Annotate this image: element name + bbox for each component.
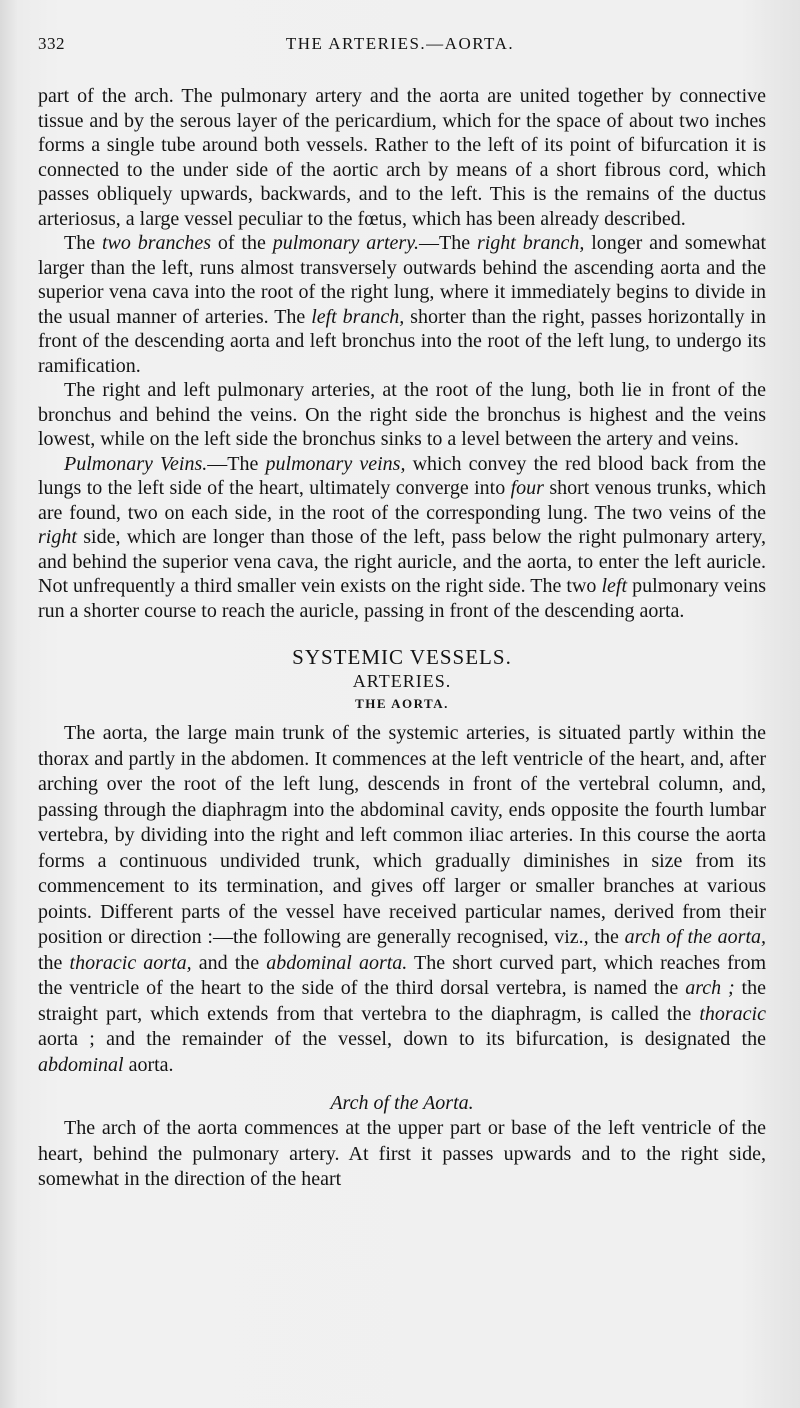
heading-arteries: ARTERIES. <box>352 671 452 691</box>
heading-systemic-vessels: SYSTEMIC VESSELS. <box>292 645 512 669</box>
paragraph-pulmonary-root-relations: The right and left pulmonary arteries, at the root of the lung, both lie in front of the bronchus and behind the veins. On the right side the bronchus is highest and the veins lowest, while on the left side the bronchus sinks to a level between the artery and veins. <box>38 379 766 450</box>
paragraph-arch-description: The arch of the aorta commences at the upper part or base of the left ventricle of the heart, behind the pulmonary artery. At first it passes upwards and to the right side, somewhat in the direction of the heart <box>38 1117 766 1190</box>
paragraph-pulmonary-branches: The two branches of the pulmonary artery.—The right branch, longer and somewhat larger than the left, runs almost transversely outwards behind the ascending aorta and the superior vena cava into the root of the right lung, where it immediately begins to divide in the usual manner of arteries. The left branch, shorter than the right, passes horizontally in front of the descending aorta and left bronchus into the root of the left lung, to undergo its ramification. <box>38 232 767 377</box>
paragraph-pulmonary-artery-union: part of the arch. The pulmonary artery and the aorta are united together by connective tissue and by the serous layer of the pericardium, which for the space of about two inches forms a single tube around both vessels. Rather to the left of its point of bifurcation it is connected to the under side of the aortic arch by means of a short fibrous cord, which passes obliquely upwards, backwards, and to the left. This is the remains of the ductus arteriosus, a large vessel peculiar to the fœtus, which has been already described. <box>38 85 766 230</box>
page-header <box>38 34 762 60</box>
paragraph-pulmonary-veins: Pulmonary Veins.—The pulmonary veins, which convey the red blood back from the lungs to the left side of the heart, ultimately converge into four short venous trunks, which are found, two on each side, in the root of the corresponding lung. The two veins of the right side, which are longer than those of the left, pass below the right pulmonary artery, and behind the superior vena cava, the right auricle, and the aorta, to enter the left auricle. Not unfrequently a third smaller vein exists on the right side. The two left pulmonary veins run a shorter course to reach the auricle, passing in front of the descending aorta. <box>38 452 766 622</box>
running-title: THE ARTERIES.—AORTA. <box>285 34 515 53</box>
page-body <box>38 84 766 1193</box>
heading-the-aorta: THE AORTA. <box>355 696 449 711</box>
paragraph-aorta-overview: The aorta, the large main trunk of the systemic arteries, is situated partly within the thorax and partly in the abdomen. It commences at the left ventricle of the heart, and, after arching over the root of the left lung, descends in front of the vertebral column, and, passing through the diaphragm into the abdominal cavity, ends opposite the fourth lumbar vertebra, by dividing into the right and left common iliac arteries. In this course the aorta forms a continuous undivided trunk, which gradually diminishes in size from its commencement to its termination, and gives off larger or smaller branches at various points. Different parts of the vessel have received particular names, derived from their position or direction :—the following are generally recognised, viz., the arch of the aorta, the thoracic aorta, and the abdominal aorta. The short curved part, which reaches from the ventricle of the heart to the side of the third dorsal vertebra, is named the arch ; the straight part, which extends from that vertebra to the diaphragm, is called the thoracic aorta ; and the remainder of the vessel, down to its bifurcation, is designated the abdominal aorta. <box>38 722 767 1076</box>
heading-arch-of-aorta: Arch of the Aorta. <box>330 1092 474 1114</box>
page-number: 332 <box>38 34 65 53</box>
